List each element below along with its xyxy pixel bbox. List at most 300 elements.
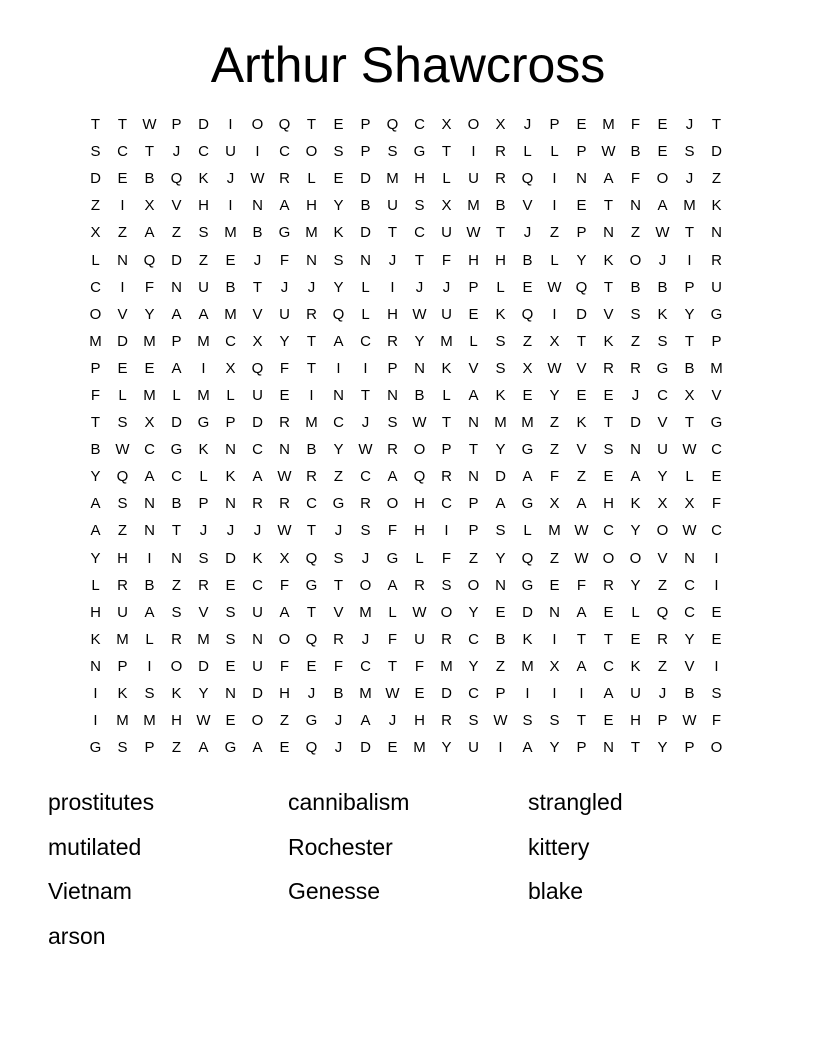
grid-letter[interactable]: C [414,224,425,242]
grid-letter[interactable]: A [657,197,668,215]
grid-letter[interactable]: C [360,657,371,675]
grid-letter[interactable]: E [711,468,722,486]
grid-letter[interactable]: R [495,170,506,188]
grid-letter[interactable]: A [630,468,641,486]
grid-letter[interactable]: R [603,576,614,594]
grid-letter[interactable]: K [90,630,101,648]
grid-letter[interactable]: Z [495,657,506,675]
grid-letter[interactable]: I [309,386,314,404]
grid-letter[interactable]: O [251,116,264,134]
grid-letter[interactable]: Z [171,739,182,757]
grid-letter[interactable]: B [225,278,236,296]
grid-letter[interactable]: U [441,224,452,242]
grid-letter[interactable]: Z [117,224,128,242]
grid-letter[interactable]: S [117,414,128,432]
grid-letter[interactable]: X [144,414,155,432]
grid-letter[interactable]: Z [630,332,641,350]
grid-letter[interactable]: N [225,441,236,459]
grid-letter[interactable]: I [471,143,476,161]
grid-letter[interactable]: S [684,143,695,161]
grid-letter[interactable]: K [441,359,452,377]
grid-letter[interactable]: N [90,657,101,675]
grid-letter[interactable]: Y [468,603,479,621]
grid-letter[interactable]: S [711,685,722,703]
grid-letter[interactable]: J [631,386,640,404]
grid-letter[interactable]: L [415,549,424,567]
grid-letter[interactable]: D [630,414,641,432]
grid-letter[interactable]: A [360,712,371,730]
grid-letter[interactable]: M [89,332,102,350]
grid-letter[interactable]: K [603,332,614,350]
grid-letter[interactable]: G [197,414,210,432]
grid-letter[interactable]: E [144,359,155,377]
grid-letter[interactable]: E [333,170,344,188]
grid-letter[interactable]: M [305,414,318,432]
grid-letter[interactable]: B [657,278,668,296]
grid-letter[interactable]: Z [549,549,560,567]
grid-letter[interactable]: I [552,170,557,188]
grid-letter[interactable]: Q [305,739,318,757]
grid-letter[interactable]: P [495,685,506,703]
grid-letter[interactable]: I [579,685,584,703]
grid-letter[interactable]: Z [333,468,344,486]
grid-letter[interactable]: Y [441,739,452,757]
grid-letter[interactable]: X [252,332,263,350]
grid-letter[interactable]: O [629,251,642,269]
grid-letter[interactable]: N [279,441,290,459]
grid-letter[interactable]: N [576,170,587,188]
grid-letter[interactable]: A [90,495,101,513]
grid-letter[interactable]: B [630,143,641,161]
grid-letter[interactable]: A [495,495,506,513]
grid-letter[interactable]: Y [657,468,668,486]
grid-letter[interactable]: J [253,522,262,540]
grid-letter[interactable]: Y [657,739,668,757]
grid-letter[interactable]: U [468,739,479,757]
grid-letter[interactable]: E [225,657,236,675]
grid-letter[interactable]: A [279,197,290,215]
grid-letter[interactable]: T [144,143,155,161]
grid-letter[interactable]: C [333,414,344,432]
grid-letter[interactable]: W [277,468,292,486]
grid-letter[interactable]: S [549,712,560,730]
grid-letter[interactable]: B [630,278,641,296]
grid-letter[interactable]: A [522,468,533,486]
grid-letter[interactable]: W [574,522,589,540]
grid-letter[interactable]: V [333,603,344,621]
grid-letter[interactable]: E [468,305,479,323]
grid-letter[interactable]: H [279,685,290,703]
grid-letter[interactable]: L [631,603,640,621]
grid-letter[interactable]: P [441,441,452,459]
grid-letter[interactable]: R [657,630,668,648]
grid-letter[interactable]: G [305,712,318,730]
grid-letter[interactable]: C [657,386,668,404]
grid-letter[interactable]: J [226,170,235,188]
grid-letter[interactable]: N [549,603,560,621]
grid-letter[interactable]: W [385,685,400,703]
grid-letter[interactable]: B [360,197,371,215]
grid-letter[interactable]: I [552,305,557,323]
grid-letter[interactable]: Y [684,305,695,323]
grid-letter[interactable]: M [305,224,318,242]
grid-letter[interactable]: Y [549,739,560,757]
grid-letter[interactable]: A [576,657,587,675]
grid-letter[interactable]: N [414,359,425,377]
grid-letter[interactable]: Q [251,359,264,377]
grid-letter[interactable]: B [684,685,695,703]
grid-letter[interactable]: L [361,278,370,296]
grid-letter[interactable]: R [306,468,317,486]
grid-letter[interactable]: J [685,170,694,188]
grid-letter[interactable]: S [468,712,479,730]
grid-letter[interactable]: E [522,386,533,404]
grid-letter[interactable]: A [522,739,533,757]
grid-letter[interactable]: W [466,224,481,242]
grid-letter[interactable]: T [306,603,317,621]
grid-letter[interactable]: A [198,305,209,323]
grid-letter[interactable]: Y [495,441,506,459]
grid-letter[interactable]: F [144,278,155,296]
grid-letter[interactable]: Z [198,251,209,269]
grid-letter[interactable]: R [441,712,452,730]
grid-letter[interactable]: T [387,657,398,675]
grid-letter[interactable]: H [414,712,425,730]
grid-letter[interactable]: Z [468,549,479,567]
grid-letter[interactable]: H [414,495,425,513]
grid-letter[interactable]: T [306,359,317,377]
grid-letter[interactable]: K [198,441,209,459]
grid-letter[interactable]: C [603,522,614,540]
grid-letter[interactable]: E [630,630,641,648]
grid-letter[interactable]: L [91,576,100,594]
grid-letter[interactable]: D [441,685,452,703]
grid-letter[interactable]: P [198,495,209,513]
grid-letter[interactable]: I [147,657,152,675]
grid-letter[interactable]: M [548,522,561,540]
grid-letter[interactable]: T [630,739,641,757]
grid-letter[interactable]: Y [549,386,560,404]
grid-letter[interactable]: E [711,603,722,621]
grid-letter[interactable]: D [495,468,506,486]
grid-letter[interactable]: Z [711,170,722,188]
grid-letter[interactable]: U [117,603,128,621]
grid-letter[interactable]: U [630,685,641,703]
grid-letter[interactable]: Y [630,522,641,540]
grid-letter[interactable]: R [306,305,317,323]
grid-letter[interactable]: K [198,170,209,188]
grid-letter[interactable]: I [228,116,233,134]
grid-letter[interactable]: T [414,251,425,269]
grid-letter[interactable]: O [305,143,318,161]
grid-letter[interactable]: K [495,305,506,323]
grid-letter[interactable]: L [523,143,532,161]
grid-letter[interactable]: A [171,305,182,323]
grid-letter[interactable]: R [279,495,290,513]
grid-letter[interactable]: S [117,495,128,513]
grid-letter[interactable]: E [387,739,398,757]
grid-letter[interactable]: M [197,332,210,350]
grid-letter[interactable]: R [198,576,209,594]
grid-letter[interactable]: T [117,116,128,134]
grid-letter[interactable]: O [710,739,723,757]
grid-letter[interactable]: S [333,549,344,567]
grid-letter[interactable]: M [359,685,372,703]
grid-letter[interactable]: E [225,712,236,730]
grid-letter[interactable]: A [468,386,479,404]
grid-letter[interactable]: A [603,685,614,703]
grid-letter[interactable]: E [333,116,344,134]
grid-letter[interactable]: Q [413,468,426,486]
grid-letter[interactable]: U [441,305,452,323]
grid-letter[interactable]: T [306,522,317,540]
grid-letter[interactable]: M [710,359,723,377]
grid-letter[interactable]: O [359,576,372,594]
grid-letter[interactable]: R [495,143,506,161]
grid-letter[interactable]: U [252,603,263,621]
grid-letter[interactable]: I [390,278,395,296]
grid-letter[interactable]: X [657,495,668,513]
grid-letter[interactable]: V [198,603,209,621]
grid-letter[interactable]: N [171,278,182,296]
grid-letter[interactable]: Q [521,549,534,567]
grid-letter[interactable]: J [226,522,235,540]
grid-letter[interactable]: O [278,630,291,648]
grid-letter[interactable]: R [414,576,425,594]
grid-letter[interactable]: M [224,305,237,323]
grid-letter[interactable]: P [387,359,398,377]
grid-letter[interactable]: Q [575,278,588,296]
grid-letter[interactable]: T [387,224,398,242]
grid-letter[interactable]: K [333,224,344,242]
grid-letter[interactable]: P [90,359,101,377]
grid-letter[interactable]: O [386,495,399,513]
grid-letter[interactable]: Z [522,332,533,350]
grid-letter[interactable]: K [495,386,506,404]
grid-letter[interactable]: X [549,332,560,350]
grid-letter[interactable]: M [143,332,156,350]
grid-letter[interactable]: A [387,468,398,486]
grid-letter[interactable]: L [145,630,154,648]
grid-letter[interactable]: R [603,359,614,377]
grid-letter[interactable]: A [171,359,182,377]
grid-letter[interactable]: F [387,630,398,648]
grid-letter[interactable]: C [252,441,263,459]
grid-letter[interactable]: I [714,657,719,675]
grid-letter[interactable]: J [361,630,370,648]
grid-letter[interactable]: N [306,251,317,269]
grid-letter[interactable]: O [251,712,264,730]
grid-letter[interactable]: W [412,414,427,432]
grid-letter[interactable]: V [711,386,722,404]
grid-letter[interactable]: C [144,441,155,459]
grid-letter[interactable]: J [388,712,397,730]
grid-letter[interactable]: M [521,414,534,432]
grid-letter[interactable]: G [710,414,723,432]
grid-letter[interactable]: R [279,170,290,188]
grid-letter[interactable]: G [89,739,102,757]
grid-letter[interactable]: W [358,441,373,459]
grid-letter[interactable]: N [684,549,695,567]
grid-letter[interactable]: E [117,170,128,188]
grid-letter[interactable]: J [199,522,208,540]
grid-letter[interactable]: H [387,305,398,323]
grid-letter[interactable]: E [225,576,236,594]
grid-letter[interactable]: Y [414,332,425,350]
grid-letter[interactable]: O [440,603,453,621]
grid-letter[interactable]: X [279,549,290,567]
grid-letter[interactable]: A [144,224,155,242]
grid-letter[interactable]: M [440,332,453,350]
grid-letter[interactable]: V [117,305,128,323]
grid-letter[interactable]: C [468,630,479,648]
grid-letter[interactable]: K [603,251,614,269]
grid-letter[interactable]: J [658,685,667,703]
grid-letter[interactable]: V [252,305,263,323]
grid-letter[interactable]: V [657,549,668,567]
grid-letter[interactable]: A [576,603,587,621]
grid-letter[interactable]: W [574,549,589,567]
grid-letter[interactable]: B [90,441,101,459]
grid-letter[interactable]: I [120,197,125,215]
grid-letter[interactable]: M [224,224,237,242]
grid-letter[interactable]: N [495,576,506,594]
grid-letter[interactable]: J [307,278,316,296]
grid-letter[interactable]: G [656,359,669,377]
grid-letter[interactable]: V [576,441,587,459]
grid-letter[interactable]: W [142,116,157,134]
grid-letter[interactable]: V [171,197,182,215]
grid-letter[interactable]: J [442,278,451,296]
grid-letter[interactable]: Y [144,305,155,323]
grid-letter[interactable]: U [468,170,479,188]
grid-letter[interactable]: E [414,685,425,703]
grid-letter[interactable]: A [387,576,398,594]
grid-letter[interactable]: P [171,332,182,350]
grid-letter[interactable]: L [496,278,505,296]
grid-letter[interactable]: G [521,441,534,459]
grid-letter[interactable]: H [603,495,614,513]
grid-letter[interactable]: D [360,739,371,757]
grid-letter[interactable]: M [197,386,210,404]
grid-letter[interactable]: W [412,603,427,621]
grid-letter[interactable]: H [414,170,425,188]
grid-letter[interactable]: M [467,197,480,215]
grid-letter[interactable]: R [441,630,452,648]
grid-letter[interactable]: V [603,305,614,323]
grid-letter[interactable]: D [198,116,209,134]
grid-letter[interactable]: S [171,603,182,621]
grid-letter[interactable]: T [333,576,344,594]
grid-letter[interactable]: R [252,495,263,513]
grid-letter[interactable]: T [495,224,506,242]
grid-letter[interactable]: L [523,522,532,540]
grid-letter[interactable]: S [198,549,209,567]
grid-letter[interactable]: Y [333,197,344,215]
grid-letter[interactable]: J [523,224,532,242]
grid-letter[interactable]: D [198,657,209,675]
grid-letter[interactable]: I [525,685,530,703]
grid-letter[interactable]: E [279,386,290,404]
grid-letter[interactable]: W [115,441,130,459]
grid-letter[interactable]: E [549,576,560,594]
grid-letter[interactable]: J [280,278,289,296]
grid-letter[interactable]: T [603,197,614,215]
grid-letter[interactable]: B [414,386,425,404]
grid-letter[interactable]: L [442,386,451,404]
grid-letter[interactable]: N [603,739,614,757]
grid-letter[interactable]: J [307,685,316,703]
grid-letter[interactable]: T [603,278,614,296]
grid-letter[interactable]: D [711,143,722,161]
grid-letter[interactable]: Q [116,468,129,486]
grid-letter[interactable]: I [363,359,368,377]
grid-letter[interactable]: G [170,441,183,459]
grid-letter[interactable]: N [387,386,398,404]
grid-letter[interactable]: E [576,116,587,134]
grid-letter[interactable]: N [603,224,614,242]
grid-letter[interactable]: C [252,576,263,594]
grid-letter[interactable]: V [522,197,533,215]
grid-letter[interactable]: L [361,305,370,323]
grid-letter[interactable]: S [90,143,101,161]
grid-letter[interactable]: N [225,685,236,703]
grid-letter[interactable]: D [252,414,263,432]
grid-letter[interactable]: G [710,305,723,323]
grid-letter[interactable]: I [444,522,449,540]
grid-letter[interactable]: U [387,197,398,215]
grid-letter[interactable]: Z [576,468,587,486]
grid-letter[interactable]: N [468,468,479,486]
grid-letter[interactable]: R [441,468,452,486]
grid-letter[interactable]: F [333,657,344,675]
grid-letter[interactable]: C [603,657,614,675]
grid-letter[interactable]: C [117,143,128,161]
grid-letter[interactable]: B [684,359,695,377]
grid-letter[interactable]: P [468,495,479,513]
grid-letter[interactable]: O [89,305,102,323]
grid-letter[interactable]: Z [657,657,668,675]
grid-letter[interactable]: P [576,143,587,161]
grid-letter[interactable]: T [576,712,587,730]
grid-letter[interactable]: B [306,441,317,459]
grid-letter[interactable]: O [413,441,426,459]
grid-letter[interactable]: A [90,522,101,540]
grid-letter[interactable]: K [522,630,533,648]
grid-letter[interactable]: E [711,630,722,648]
grid-letter[interactable]: S [603,441,614,459]
grid-letter[interactable]: Z [549,441,560,459]
grid-letter[interactable]: Q [332,305,345,323]
grid-letter[interactable]: V [657,414,668,432]
grid-letter[interactable]: O [467,576,480,594]
grid-letter[interactable]: A [198,739,209,757]
grid-letter[interactable]: T [603,630,614,648]
grid-letter[interactable]: Q [521,305,534,323]
grid-letter[interactable]: U [711,278,722,296]
grid-letter[interactable]: E [603,603,614,621]
grid-letter[interactable]: F [441,549,452,567]
grid-letter[interactable]: L [469,332,478,350]
grid-letter[interactable]: R [387,332,398,350]
grid-letter[interactable]: J [388,251,397,269]
grid-letter[interactable]: B [522,251,533,269]
grid-letter[interactable]: T [684,224,695,242]
grid-letter[interactable]: S [495,359,506,377]
grid-letter[interactable]: Y [333,278,344,296]
grid-letter[interactable]: U [279,305,290,323]
grid-letter[interactable]: X [684,495,695,513]
